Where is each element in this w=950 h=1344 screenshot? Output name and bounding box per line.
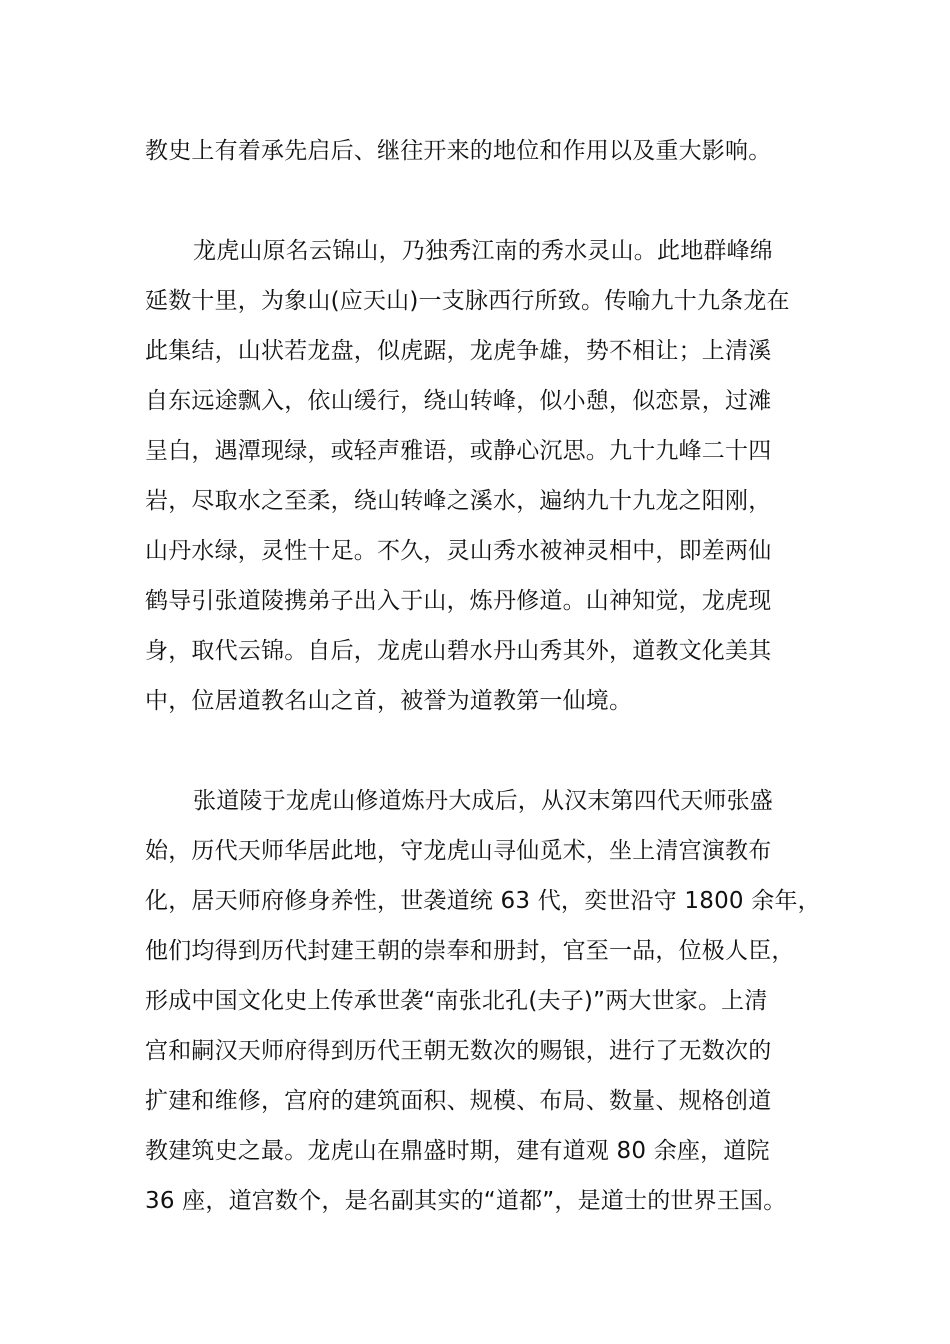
paragraph-2-line-10: 中，位居道教名山之首，被誉为道教第一仙境。 bbox=[145, 688, 633, 714]
paragraph-1-line-1: 教史上有着承先启后、继往开来的地位和作用以及重大影响。 bbox=[145, 138, 772, 164]
paragraph-3-line-6: 宫和嗣汉天师府得到历代王朝无数次的赐银，进行了无数次的 bbox=[145, 1038, 772, 1064]
paragraph-3-line-8: 教建筑史之最。龙虎山在鼎盛时期，建有道观 80 余座，道院 bbox=[145, 1138, 770, 1164]
paragraph-2-line-1: 龙虎山原名云锦山，乃独秀江南的秀水灵山。此地群峰绵 bbox=[193, 238, 773, 264]
paragraph-2-line-3: 此集结，山状若龙盘，似虎踞，龙虎争雄，势不相让；上清溪 bbox=[145, 338, 772, 364]
paragraph-3-line-3: 化，居天师府修身养性，世袭道统 63 代，奕世沿守 1800 余年， bbox=[145, 888, 821, 914]
paragraph-3-line-5: 形成中国文化史上传承世袭“南张北孔(夫子)”两大世家。上清 bbox=[145, 988, 768, 1014]
paragraph-2-line-5: 呈白，遇潭现绿，或轻声雅语，或静心沉思。九十九峰二十四 bbox=[145, 438, 772, 464]
paragraph-2-line-9: 身，取代云锦。自后，龙虎山碧水丹山秀其外，道教文化美其 bbox=[145, 638, 772, 664]
paragraph-2-line-2: 延数十里，为象山(应天山)一支脉西行所致。传喻九十九条龙在 bbox=[145, 288, 790, 314]
paragraph-2-line-6: 岩，尽取水之至柔，绕山转峰之溪水，遍纳九十九龙之阳刚， bbox=[145, 488, 772, 514]
paragraph-3-line-1: 张道陵于龙虎山修道炼丹大成后，从汉末第四代天师张盛 bbox=[193, 788, 773, 814]
paragraph-3-line-4: 他们均得到历代封建王朝的崇奉和册封，官至一品，位极人臣， bbox=[145, 938, 795, 964]
paragraph-3-line-2: 始，历代天师华居此地，守龙虎山寻仙觅术，坐上清宫演教布 bbox=[145, 838, 772, 864]
paragraph-2-line-4: 自东远途飘入，依山缓行，绕山转峰，似小憩，似恋景，过滩 bbox=[145, 388, 772, 414]
paragraph-2-line-8: 鹤导引张道陵携弟子出入于山，炼丹修道。山神知觉，龙虎现 bbox=[145, 588, 772, 614]
paragraph-2-line-7: 山丹水绿，灵性十足。不久，灵山秀水被神灵相中，即差两仙 bbox=[145, 538, 772, 564]
paragraph-3-line-9: 36 座，道宫数个，是名副其实的“道都”，是道士的世界王国。 bbox=[145, 1188, 787, 1214]
paragraph-3-line-7: 扩建和维修，宫府的建筑面积、规模、布局、数量、规格创道 bbox=[145, 1088, 772, 1114]
